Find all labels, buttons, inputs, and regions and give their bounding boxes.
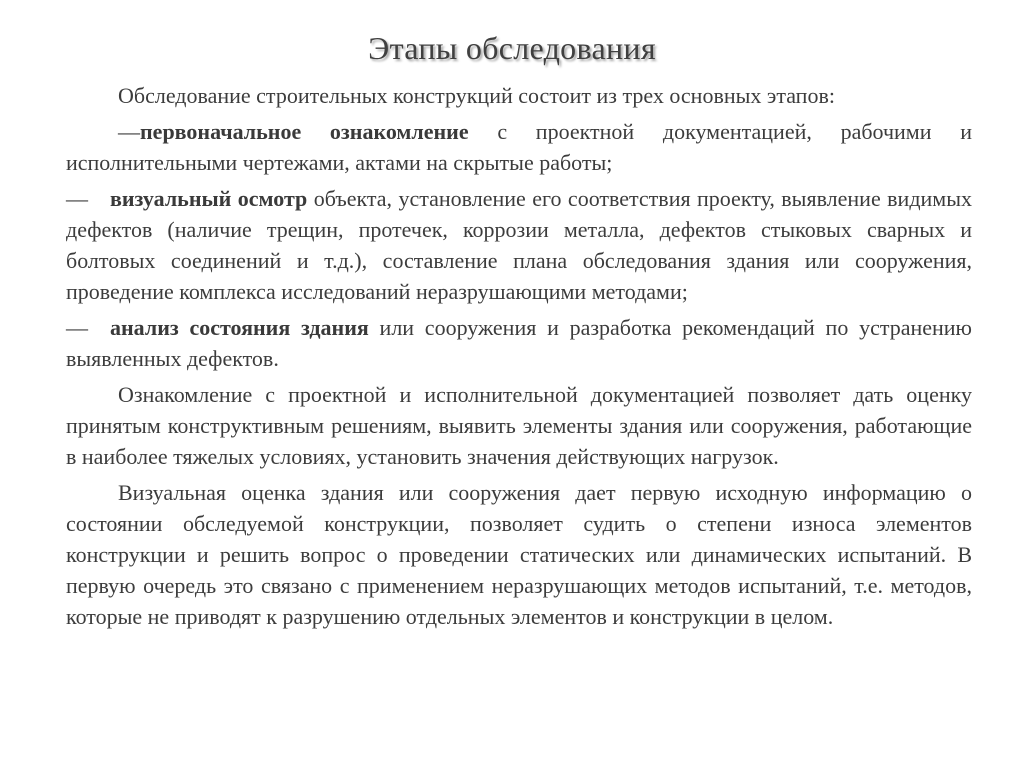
stage-3-text: или сооружения и разработка рекомендаций по устранению выявленных дефектов. bbox=[66, 315, 972, 371]
stage-3-dash: — bbox=[66, 315, 88, 340]
stage-1-item bbox=[66, 116, 972, 178]
stage-2-dash: — bbox=[66, 186, 88, 211]
intro-paragraph: Обследование строительных конструкций состоит из трех основных этапов: bbox=[118, 83, 835, 108]
stage-1-dash: — bbox=[118, 119, 140, 144]
stage-1-text: с проектной документацией, рабочими и исполнительными чертежами, актами на скрытые работы; bbox=[66, 119, 972, 175]
documentation-review-paragraph: Ознакомление с проектной и исполнительной документацией позволяет дать оценку принятым конструктивным решениям, выявить элементы здания или сооружения, работающие в наиболее тяжелых условиях, установить значения действующих нагрузок. bbox=[66, 382, 972, 469]
stage-2-text: объекта, установление его соответствия проекту, выявление видимых дефектов (наличие трещин, протечек, коррозии металла, дефектов стыковых сварных и болтовых соединений и т.д.), составление плана обследования здания или сооружения, проведение комплекса исследований неразрушающими методами; bbox=[66, 186, 972, 304]
stage-3-item bbox=[66, 312, 972, 374]
stage-2-item bbox=[66, 183, 972, 307]
stage-2-heading: визуальный осмотр bbox=[110, 186, 308, 211]
stage-3-heading: анализ состояния здания bbox=[110, 315, 369, 340]
slide-title: Этапы обследования bbox=[368, 30, 656, 66]
slide-body bbox=[66, 80, 972, 637]
visual-assessment-paragraph: Визуальная оценка здания или сооружения дает первую исходную информацию о состоянии обследуемой конструкции, позволяет судить о степени износа элементов конструкции и решить вопрос о проведении статических или динамических испытаний. В первую очередь это связано с применением неразрушающих методов испытаний, т.е. методов, которые не приводят к разрушению отдельных элементов и конструкции в целом. bbox=[66, 480, 972, 629]
stage-1-heading: первоначальное ознакомление bbox=[140, 119, 469, 144]
